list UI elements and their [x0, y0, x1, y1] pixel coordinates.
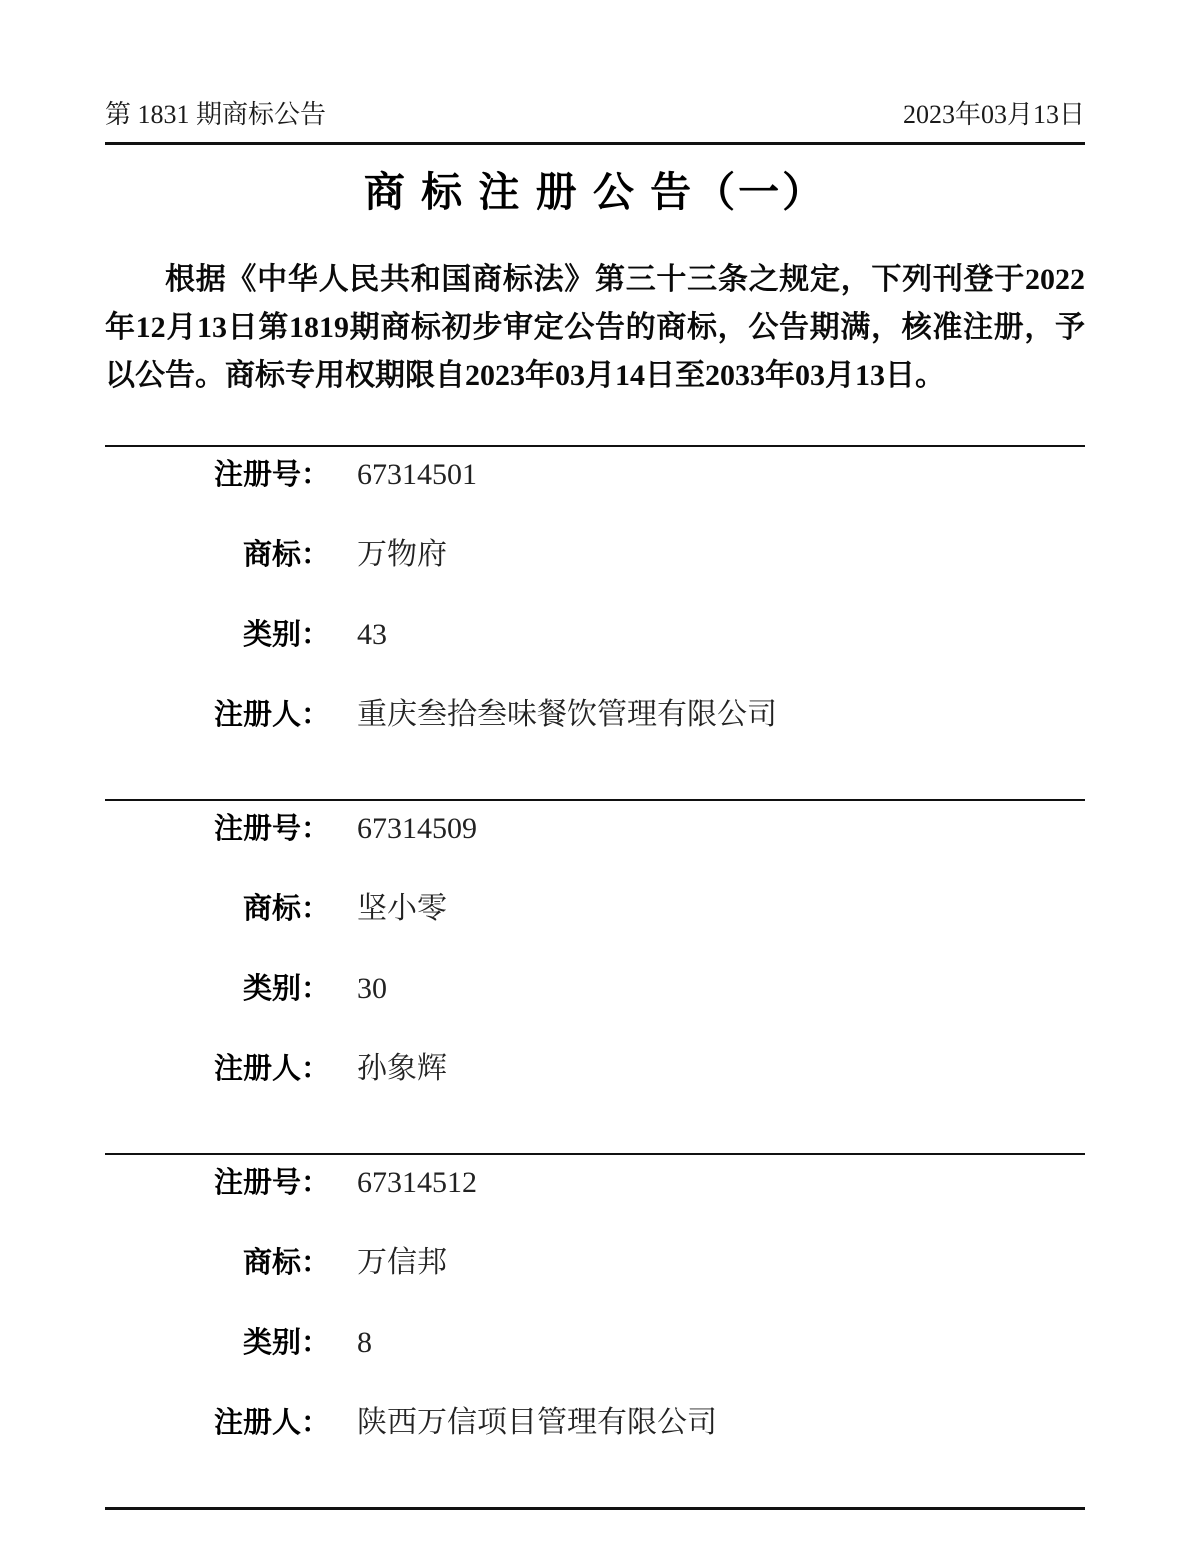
trademark-value: 万信邦	[357, 1246, 447, 1279]
category-label: 类别：	[242, 1327, 330, 1359]
trademark-label: 商标：	[242, 893, 330, 925]
registrant-label: 注册人：	[213, 1053, 330, 1085]
reg-no-value: 67314501	[357, 458, 477, 491]
record-block-1	[105, 445, 1085, 731]
bottom-rule	[105, 1507, 1085, 1510]
category-label: 类别：	[242, 619, 330, 651]
reg-no-label: 注册号：	[213, 813, 330, 845]
category-label: 类别：	[242, 973, 330, 1005]
page-title: 商 标 注 册 公 告（一）	[363, 169, 827, 215]
category-value: 30	[357, 972, 387, 1005]
registrant-value: 陕西万信项目管理有限公司	[357, 1406, 717, 1439]
reg-no-value: 67314509	[357, 812, 477, 845]
category-value: 8	[357, 1326, 372, 1359]
row-registrant	[105, 699, 1085, 731]
row-category	[105, 619, 1085, 651]
reg-no-label: 注册号：	[213, 1167, 330, 1199]
record-block-2	[105, 799, 1085, 1085]
row-reg-no	[105, 1167, 1085, 1199]
page-header	[105, 0, 1085, 131]
row-category	[105, 973, 1085, 1005]
registrant-value: 重庆叁拾叁味餐饮管理有限公司	[357, 698, 777, 731]
header-date: 2023年03月13日	[902, 100, 1085, 129]
record-rows	[105, 447, 1085, 731]
trademark-value: 万物府	[357, 538, 447, 571]
registrant-value: 孙象辉	[357, 1052, 447, 1085]
row-trademark	[105, 1247, 1085, 1279]
record-rows	[105, 801, 1085, 1085]
header-rule	[105, 142, 1085, 145]
trademark-label: 商标：	[242, 1247, 330, 1279]
header-issue-label: 第 1831 期商标公告	[105, 100, 327, 129]
intro-paragraph: 根据《中华人民共和国商标法》第三十三条之规定，下列刊登于2022年12月13日第1819期商标初步审定公告的商标，公告期满，核准注册，予以公告。商标专用权期限自2023年03月14日至2033年03月13日。	[105, 263, 1085, 392]
row-trademark	[105, 539, 1085, 571]
registrant-label: 注册人：	[213, 1407, 330, 1439]
reg-no-value: 67314512	[357, 1166, 477, 1199]
trademark-label: 商标：	[242, 539, 330, 571]
trademark-value: 坚小零	[357, 892, 447, 925]
row-category	[105, 1327, 1085, 1359]
row-registrant	[105, 1407, 1085, 1439]
row-registrant	[105, 1053, 1085, 1085]
row-reg-no	[105, 813, 1085, 845]
row-reg-no	[105, 459, 1085, 491]
record-rows	[105, 1155, 1085, 1439]
reg-no-label: 注册号：	[213, 459, 330, 491]
registrant-label: 注册人：	[213, 699, 330, 731]
row-trademark	[105, 893, 1085, 925]
record-block-3	[105, 1153, 1085, 1439]
records-list	[105, 445, 1085, 1510]
category-value: 43	[357, 618, 387, 651]
